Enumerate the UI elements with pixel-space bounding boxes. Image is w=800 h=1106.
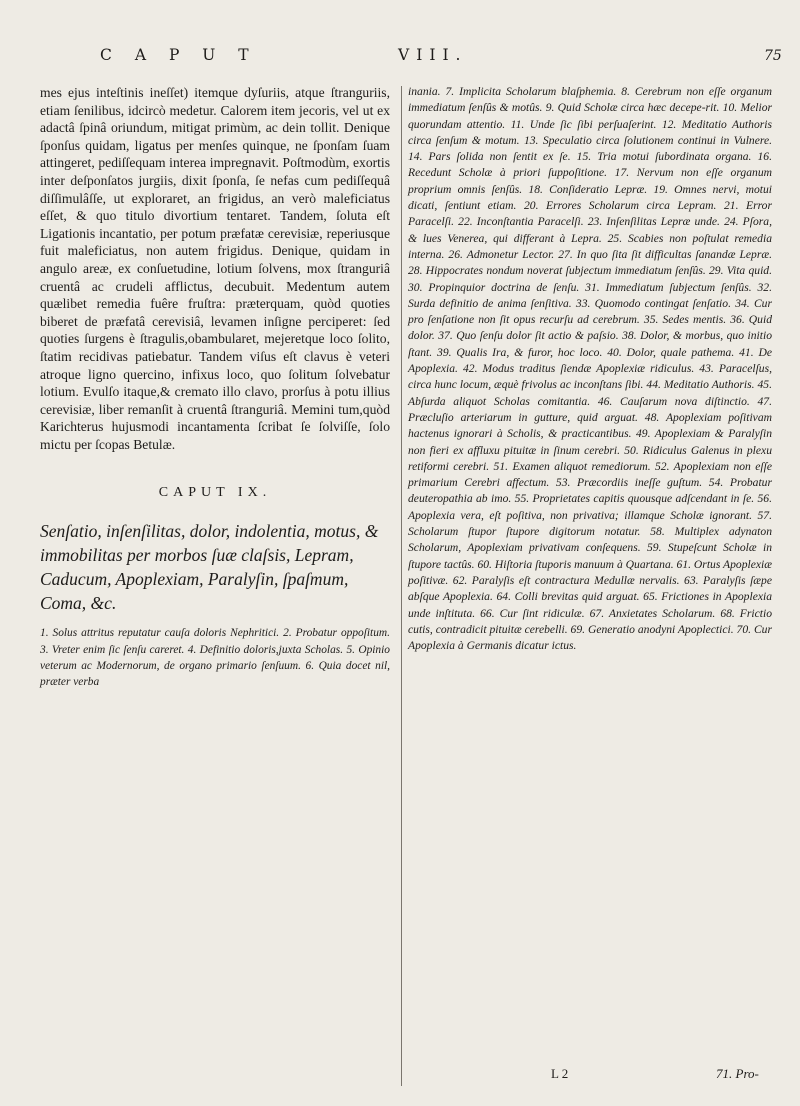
chapter-heading: Senſatio, inſenſilitas, dolor, indolentia, motus, & immobilitas per morbos ſuæ claſsis, Lepram, Caducum, Apoplexiam, Paralyſin, ſpaſmum, Coma, &c. xyxy=(40,521,379,614)
signature-mark: L 2 xyxy=(551,1066,569,1081)
page-number: 75 xyxy=(764,48,782,64)
left-column xyxy=(40,84,390,690)
running-head xyxy=(0,46,800,72)
chapter-8-end-paragraph: mes ejus inteſtinis ineſſet) itemque dyſuriis, atque ſtranguriis, etiam ſenilibus, idcircò medetur. Calorem item jecoris, vel ut ex adactâ ſpinâ oriundum, mitigat primùm, ac dein tollit. Denique ſponſus quidam, ligatus per menſes quinque, ne ſponſam ſuam attingeret, pediſſequam interea impregnavit. Poſtmodùm, exortis inter deſponſatos jurgiis, dixit ſponſa, ſe nefas cum pediſſequâ diſſimulâſſe, ut exploraret, an frigidus, an verò maleficiatus eſſet, & quo titulo divortium tentaret. Tandem, ſoluta eſt Ligationis incantatio, per potum præfatæ cerevisiæ, reperiusque fuit maleficiatus, non autem frigidus. Denique, quidam in angulo areæ, ex conſuetudine, lotium ſolvens, mox ſtranguriâ cruentâ ac crudeli afflictus, decubuit. Medentum autem quælibet remedia fuêre fruſtra: præterquam, quòd quoties biberet de præfatâ cerevisiâ, levamen inſigne perciperet: ſed quoties ſurgens è ſtragulis,obambularet, mejeretque loco ſolito, ſtatim recidivas patiebatur. Tandem viſus eſt clavus è veteri atroque ligno quercino, infixus loco, quo ſolitum ſolvebatur lotium. Evulſo itaque,& cremato illo clavo, prorſus à potu illius cerevisiæ, liber remanſit à cruentâ ſtranguriâ. Memini tum,quòd Karichterus hujusmodi incantamenta ſcribat ſe ſolviſſe, ſolo mictu per ſcopas Betulæ. xyxy=(40,85,390,452)
chapter-summary-continued: inania. 7. Implicita Scholarum blaſphemia. 8. Cerebrum non eſſe organum immediatum ſenſûs & motûs. 9. Quid Scholæ circa hæc decepe-rit. 10. Melior quorundam attentio. 11. Unde ſic ſibi perſuaſerint. 12. Meditatio Authoris circa ſenſum & motum. 13. Speculatio circa ſolutionem continui in Vulnere. 14. Pars ſolida non ſentit ex ſe. 15. Tria motui ſubordinata organa. 16. Recedunt Scholæ à priori ſuppoſitione. 17. Nervum non eſſe organum proprium omnis ſenſûs. 18. Conſideratio Lepræ. 19. Omnes nervi, motui dicati, ſentiunt etiam. 20. Errores Scholarum circa Lepram. 21. Error Paracelſi. 22. Inconſtantia Paracelſi. 23. Inſenſilitas Lepræ unde. 24. Pſora, & lues Venerea, qui differant à Lepra. 25. Scabies non poſtulat remedia interna. 26. Admonetur Lector. 27. In quo ſita ſit difficultas ſanandæ Lepræ. 28. Hippocrates nondum noverat ſubjectum immediatum ſenſûs. 29. Vita quid. 30. Propinquior doctrina de ſenſu. 31. Immediatum ſubjectum ſenſûs. 32. Surda definitio de anima ſenſitiva. 33. Quomodo contingat ſenſatio. 34. Cur pro ſenſatione non ſit opus recurſu ad cerebrum. 35. Sedes mentis. 36. Quid dolor. 37. Quo ſenſu dolor ſit actio & paſsio. 38. Dolor, & morbus, quo initio ſtant. 39. Qualis Ira, & furor, hoc loco. 40. Dolor, quale pathema. 41. De Apoplexia. 42. Modus traditus ſiendæ Apoplexiæ ridiculus. 43. Paracelſus, circa hunc locum, æquè frivolus ac inconſtans ſibi. 44. Meditatio Authoris. 45. Abſurda aliquot Scholas comitantia. 46. Cauſarum nova diſtinctio. 47. Præcluſio arteriarum in gutture, quid arguat. 48. Apoplexiam poſitivam hactenus ignorari à Scholis, & practicantibus. 49. Apoplexiam & Paralyſin non fieri ex affluxu pituitæ in ſinum cerebri. 50. Ridiculus Galenus in plexu retiformi cerebri. 51. Examen aliquot remediorum. 52. Apoplexiam non eſſe primarium Cerebri affectum. 53. Præcordiis ineſſe guſtum. 54. Probatur deuteropathia ab imo. 55. Proprietates capitis quousque adſcendant in ſe. 56. Apoplexia vera, eſt poſitiva, non privativa; illamque Scholæ ignorant. 57. Scholarum ſtupor ſtupore digitorum notatur. 58. Multiplex adynaton Scholarum, Apoplexiam privativam conſequens. 59. Stupeſcunt Scholæ in ſtupore tactûs. 60. Hiſtoria ſtuporis manuum à Quartana. 61. Ortus Apoplexiæ poſitivæ. 62. Paralyſis eſt contractura Medullæ nervalis. 63. Paralyſis ſæpe abſque Apoplexia. 64. Colli brevitas quid arguat. 65. Frictiones in Apoplexia unde inſtituta. 66. Cur ſint ridiculæ. 67. Anxietates Scholarum. 68. Frictio cutis, contradicit pituitæ cerebelli. 69. Generatio anodyni Apoplectici. 70. Cur Apoplexia à Germanis dicatur ictus. xyxy=(408,85,772,653)
running-head-right: VIII. xyxy=(398,46,468,64)
column-divider xyxy=(401,86,402,1086)
right-column xyxy=(408,84,772,654)
chapter-summary-start: 1. Solus attritus reputatur cauſa doloris Nephritici. 2. Probatur oppoſitum. 3. Vreter enim ſic ſenſu careret. 4. Definitio doloris,juxta Scholas. 5. Opinio veterum ac Modernorum, de organo primario ſenſuum. 6. Quia docet nil, præter verba xyxy=(40,627,390,689)
running-head-left: CAPUT xyxy=(100,46,272,64)
chapter-title: CAPUT IX. xyxy=(158,485,272,501)
catchword: 71. Pro- xyxy=(716,1066,759,1081)
